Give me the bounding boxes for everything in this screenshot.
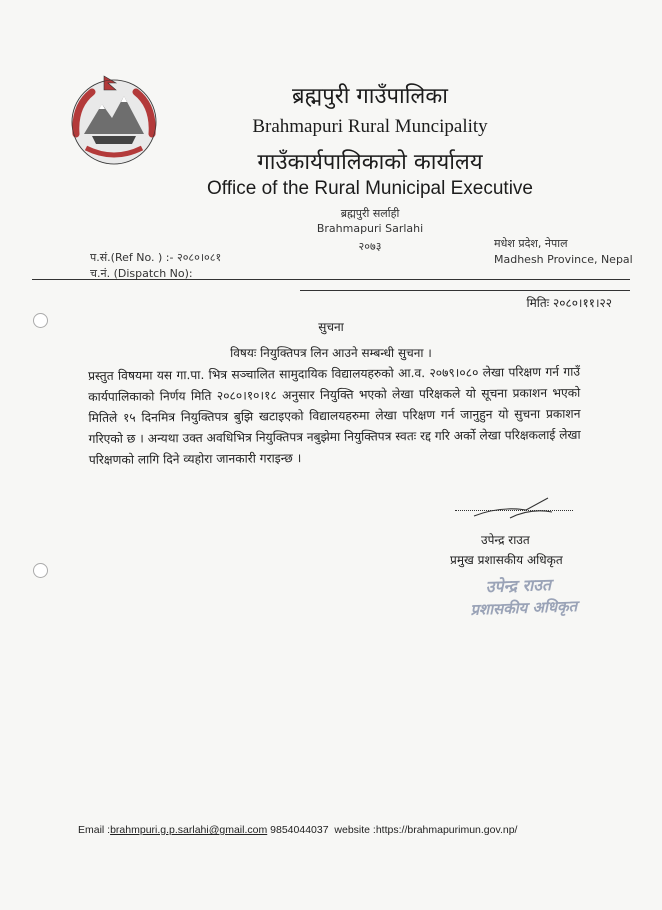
address-english: Brahmapuri Sarlahi <box>316 222 424 235</box>
signature-line <box>455 510 573 511</box>
footer-contact <box>78 824 517 836</box>
established-year: २०७३ <box>358 240 382 253</box>
signatory-title: प्रमुख प्रशासकीय अधिकृत <box>450 553 563 567</box>
letter-date: मितिः २०८०।११।२२ <box>526 296 612 310</box>
office-title-nepali: गाउँकार्यपालिकाको कार्यालय <box>257 150 483 175</box>
signatory-name: उपेन्द्र राउत <box>481 533 530 547</box>
province-english: Madhesh Province, Nepal <box>494 253 633 266</box>
handwritten-signature-icon <box>470 492 570 522</box>
website-link[interactable]: https://brahmapurimun.gov.np/ <box>375 824 518 836</box>
punch-hole-bottom <box>33 563 48 578</box>
notice-heading: सुचना <box>318 320 344 334</box>
notice-subject: विषयः नियुक्तिपत्र लिन आउने सम्बन्धी सुचना । <box>230 346 432 360</box>
municipality-title-nepali: ब्रह्मपुरी गाउँपालिका <box>292 84 448 109</box>
province-nepali: मधेश प्रदेश, नेपाल <box>494 237 568 250</box>
header-divider <box>32 279 630 280</box>
phone-number: 9854044037 <box>270 824 329 836</box>
website-label: website : <box>334 824 376 836</box>
office-title-english: Office of the Rural Municipal Executive <box>207 178 533 199</box>
stamp-name: उपेन्द्र राउत <box>485 575 552 597</box>
notice-body: प्रस्तुत विषयमा यस गा.पा. भित्र सञ्चालित सामुदायिक विद्यालयहरुको आ.व. २०७९।०८० लेखा परिक्षण गर्न गाउँ कार्यपालिकाको निर्णय मिति २०८०।१०।१८ अनुसार नियुक्ति भएको लेखा परिक्षकले यो सूचना प्रकाशन भएको मितिले १५ दिनमित्र नियुक्तिपत्र बुझि खटाइएको विद्यालयहरुमा लेखा परिक्षण गर्न जानुहुन यो सुचना प्रकाशन गरिएको छ । अन्यथा उक्त अवधिभित्र नियुक्तिपत्र नबुझेमा नियुक्तिपत्र स्वतः रद्द गरि अर्को लेखा परिक्षकलाई लेखा परिक्षणको लागि दिने व्यहोरा जानकारी गराइन्छ । <box>88 364 581 467</box>
header-divider-secondary <box>300 290 630 291</box>
reference-number: प.सं.(Ref No. ) :- २०८०।०८१ <box>90 251 222 264</box>
email-label: Email : <box>78 824 111 836</box>
official-stamp <box>469 572 577 620</box>
dispatch-number: च.नं. (Dispatch No): <box>90 267 193 280</box>
stamp-title: प्रशासकीय अधिकृत <box>470 597 578 619</box>
email-link[interactable]: brahmpuri.g.p.sarlahi@gmail.com <box>110 824 268 836</box>
municipality-title-english: Brahmapuri Rural Muncipality <box>252 116 488 137</box>
address-nepali: ब्रह्मपुरी सर्लाही <box>340 207 400 220</box>
